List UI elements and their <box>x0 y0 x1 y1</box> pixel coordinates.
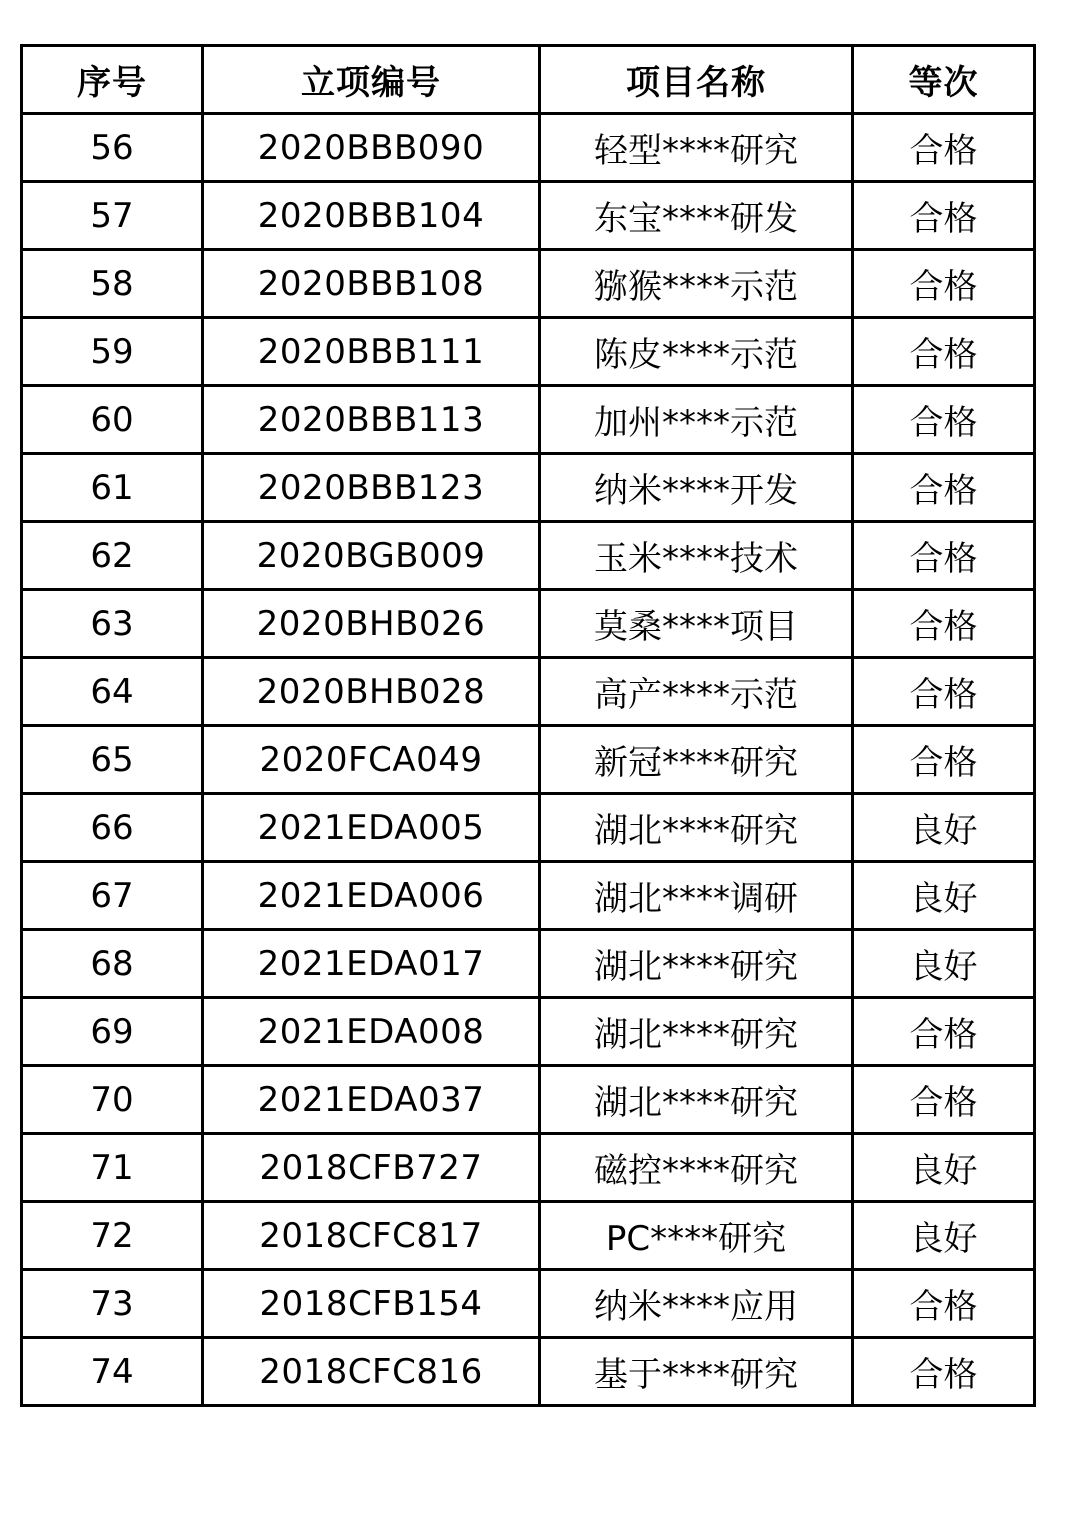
header-serial-number: 序号 <box>22 46 203 114</box>
table-row <box>22 114 1035 182</box>
table-row <box>22 862 1035 930</box>
cell-grade: 合格 <box>853 998 1035 1066</box>
cell-serial-number: 56 <box>22 114 203 182</box>
table-row <box>22 1066 1035 1134</box>
cell-project-code: 2020BBB111 <box>203 318 540 386</box>
cell-grade: 良好 <box>853 1202 1035 1270</box>
cell-project-name: 莫桑****项目 <box>540 590 853 658</box>
cell-grade: 合格 <box>853 658 1035 726</box>
cell-grade: 合格 <box>853 1270 1035 1338</box>
cell-grade: 良好 <box>853 1134 1035 1202</box>
cell-project-code: 2020BBB090 <box>203 114 540 182</box>
cell-grade: 合格 <box>853 114 1035 182</box>
cell-grade: 良好 <box>853 862 1035 930</box>
cell-project-name: 高产****示范 <box>540 658 853 726</box>
cell-project-code: 2021EDA005 <box>203 794 540 862</box>
cell-serial-number: 64 <box>22 658 203 726</box>
table-row <box>22 726 1035 794</box>
cell-serial-number: 67 <box>22 862 203 930</box>
cell-project-code: 2020BHB028 <box>203 658 540 726</box>
cell-project-code: 2020BBB123 <box>203 454 540 522</box>
header-row <box>22 46 1035 114</box>
cell-project-code: 2020BBB108 <box>203 250 540 318</box>
cell-serial-number: 71 <box>22 1134 203 1202</box>
cell-grade: 合格 <box>853 454 1035 522</box>
table-row <box>22 454 1035 522</box>
header-grade: 等次 <box>853 46 1035 114</box>
cell-serial-number: 58 <box>22 250 203 318</box>
cell-grade: 合格 <box>853 182 1035 250</box>
table-row <box>22 386 1035 454</box>
cell-serial-number: 72 <box>22 1202 203 1270</box>
table-row <box>22 1134 1035 1202</box>
cell-project-code: 2020BBB104 <box>203 182 540 250</box>
cell-serial-number: 62 <box>22 522 203 590</box>
cell-project-code: 2021EDA037 <box>203 1066 540 1134</box>
cell-grade: 良好 <box>853 794 1035 862</box>
cell-grade: 良好 <box>853 930 1035 998</box>
cell-grade: 合格 <box>853 318 1035 386</box>
cell-project-name: 新冠****研究 <box>540 726 853 794</box>
table-row <box>22 1270 1035 1338</box>
cell-serial-number: 69 <box>22 998 203 1066</box>
cell-project-name: 湖北****研究 <box>540 1066 853 1134</box>
table-header <box>22 46 1035 114</box>
cell-project-name: 陈皮****示范 <box>540 318 853 386</box>
cell-grade: 合格 <box>853 522 1035 590</box>
table-row <box>22 590 1035 658</box>
cell-serial-number: 61 <box>22 454 203 522</box>
cell-project-code: 2018CFB154 <box>203 1270 540 1338</box>
cell-project-name: 基于****研究 <box>540 1338 853 1406</box>
cell-project-name: 纳米****开发 <box>540 454 853 522</box>
table-row <box>22 318 1035 386</box>
table-row <box>22 250 1035 318</box>
table-row <box>22 930 1035 998</box>
cell-project-code: 2020BHB026 <box>203 590 540 658</box>
cell-serial-number: 74 <box>22 1338 203 1406</box>
table-row <box>22 182 1035 250</box>
cell-project-name: 磁控****研究 <box>540 1134 853 1202</box>
cell-project-code: 2021EDA006 <box>203 862 540 930</box>
table-row <box>22 522 1035 590</box>
cell-project-name: 湖北****调研 <box>540 862 853 930</box>
results-table <box>20 44 1036 1407</box>
cell-serial-number: 59 <box>22 318 203 386</box>
cell-serial-number: 70 <box>22 1066 203 1134</box>
cell-serial-number: 66 <box>22 794 203 862</box>
cell-grade: 合格 <box>853 1066 1035 1134</box>
cell-grade: 合格 <box>853 1338 1035 1406</box>
table-row <box>22 1338 1035 1406</box>
cell-serial-number: 57 <box>22 182 203 250</box>
table-row <box>22 794 1035 862</box>
cell-serial-number: 63 <box>22 590 203 658</box>
cell-project-name: 湖北****研究 <box>540 998 853 1066</box>
cell-serial-number: 60 <box>22 386 203 454</box>
cell-project-code: 2020BGB009 <box>203 522 540 590</box>
cell-serial-number: 68 <box>22 930 203 998</box>
table-row <box>22 658 1035 726</box>
cell-grade: 合格 <box>853 726 1035 794</box>
cell-project-name: 东宝****研发 <box>540 182 853 250</box>
header-project-name: 项目名称 <box>540 46 853 114</box>
cell-project-name: 玉米****技术 <box>540 522 853 590</box>
cell-project-code: 2018CFC817 <box>203 1202 540 1270</box>
cell-project-code: 2018CFB727 <box>203 1134 540 1202</box>
cell-serial-number: 65 <box>22 726 203 794</box>
cell-project-name: 轻型****研究 <box>540 114 853 182</box>
cell-project-code: 2021EDA017 <box>203 930 540 998</box>
cell-project-code: 2018CFC816 <box>203 1338 540 1406</box>
table-body <box>22 114 1035 1406</box>
cell-grade: 合格 <box>853 590 1035 658</box>
cell-project-code: 2020BBB113 <box>203 386 540 454</box>
cell-project-name: 湖北****研究 <box>540 794 853 862</box>
cell-grade: 合格 <box>853 250 1035 318</box>
cell-project-name: 加州****示范 <box>540 386 853 454</box>
cell-project-name: 纳米****应用 <box>540 1270 853 1338</box>
cell-project-name: PC****研究 <box>540 1202 853 1270</box>
cell-serial-number: 73 <box>22 1270 203 1338</box>
cell-project-code: 2020FCA049 <box>203 726 540 794</box>
cell-project-name: 猕猴****示范 <box>540 250 853 318</box>
cell-project-name: 湖北****研究 <box>540 930 853 998</box>
header-project-code: 立项编号 <box>203 46 540 114</box>
cell-project-code: 2021EDA008 <box>203 998 540 1066</box>
results-table-container <box>20 44 1033 1407</box>
table-row <box>22 1202 1035 1270</box>
cell-grade: 合格 <box>853 386 1035 454</box>
table-row <box>22 998 1035 1066</box>
